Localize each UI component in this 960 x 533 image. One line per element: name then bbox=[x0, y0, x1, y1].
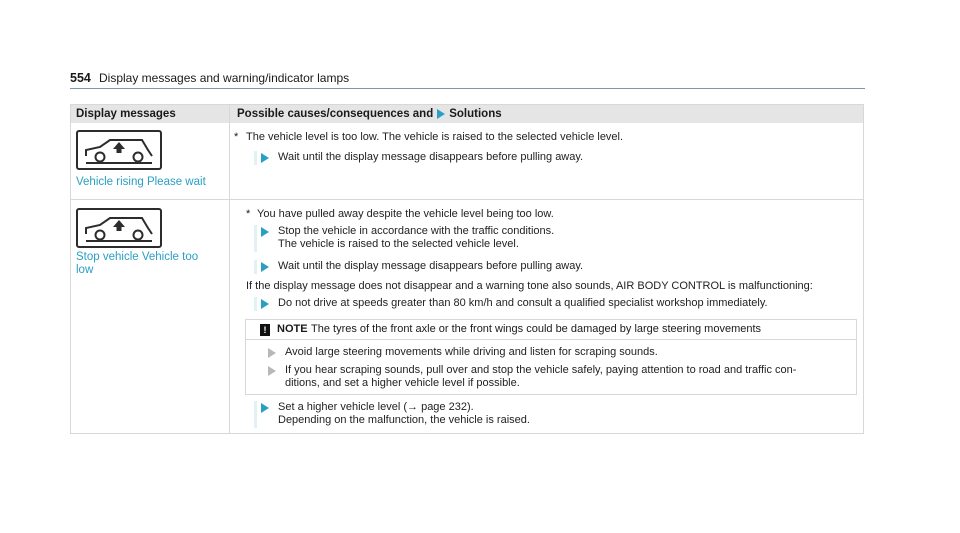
notice-line: ditions, and set a higher vehicle level if possible. bbox=[285, 377, 520, 389]
table-header bbox=[71, 105, 863, 123]
instruction-step bbox=[254, 401, 530, 428]
instruction-step bbox=[254, 225, 554, 252]
step-arrow-icon bbox=[268, 366, 276, 376]
step-text bbox=[278, 225, 554, 252]
step-line: Set a higher vehicle level (→ page 232). bbox=[278, 401, 474, 413]
column-header-causes: Possible causes/consequences and bbox=[237, 108, 434, 120]
notice-header bbox=[246, 320, 856, 340]
column-divider bbox=[229, 105, 230, 433]
notice-label: NOTE bbox=[277, 323, 308, 335]
step-arrow-icon bbox=[261, 227, 269, 237]
step-line: The vehicle is raised to the selected vehicle level. bbox=[278, 238, 519, 250]
row-divider bbox=[71, 199, 863, 200]
instruction-step bbox=[254, 297, 768, 311]
display-message-stop-vehicle bbox=[76, 251, 221, 277]
instruction-step bbox=[254, 260, 583, 274]
cause-text: The vehicle level is too low. The vehicle is raised to the selected vehicle level. bbox=[246, 131, 624, 143]
notice-item-text: Avoid large steering movements while driving and listen for scraping sounds. bbox=[285, 346, 658, 358]
step-text bbox=[278, 401, 530, 428]
column-header-solutions: Solutions bbox=[449, 108, 502, 120]
vehicle-level-raise-icon bbox=[76, 208, 162, 248]
step-text: Wait until the display message disappears before pulling away. bbox=[278, 260, 584, 272]
step-line: Stop the vehicle in accordance with the traffic conditions. bbox=[278, 225, 555, 237]
column-header-causes-solutions bbox=[237, 107, 502, 121]
footnote-star: * bbox=[234, 131, 239, 143]
step-marker-bar bbox=[254, 151, 257, 165]
step-line: Depending on the malfunction, the vehicle is raised. bbox=[278, 414, 530, 426]
cause-text: You have pulled away despite the vehicle level being too low. bbox=[257, 208, 554, 220]
notice-item bbox=[261, 364, 796, 391]
warning-icon: ! bbox=[260, 324, 270, 336]
notice-title: The tyres of the front axle or the front wings could be damaged by large steering movements bbox=[311, 323, 762, 335]
step-text: Do not drive at speeds greater than 80 km/h and consult a qualified specialist workshop immediately. bbox=[278, 297, 768, 309]
step-text: Wait until the display message disappears before pulling away. bbox=[278, 151, 584, 163]
label-line: Stop vehicle Vehicle too bbox=[76, 251, 199, 263]
notice-box bbox=[245, 319, 857, 395]
step-marker-bar bbox=[261, 346, 264, 360]
solution-arrow-icon bbox=[437, 109, 445, 119]
notice-item bbox=[261, 346, 658, 360]
step-arrow-icon bbox=[268, 348, 276, 358]
display-message-vehicle-rising: Vehicle rising Please wait bbox=[76, 176, 206, 188]
step-marker-bar bbox=[254, 260, 257, 274]
vehicle-level-raise-icon bbox=[76, 130, 162, 170]
page-number: 554 bbox=[70, 71, 91, 85]
step-marker-bar bbox=[254, 401, 257, 428]
page-header bbox=[70, 71, 865, 89]
step-arrow-icon bbox=[261, 299, 269, 309]
malfunction-intro: If the display message does not disappear and a warning tone also sounds, AIR BODY CONTROL is malfunctioning: bbox=[246, 280, 813, 292]
label-line: low bbox=[76, 264, 94, 276]
step-arrow-icon bbox=[261, 403, 269, 413]
notice-line: If you hear scraping sounds, pull over and stop the vehicle safely, paying attention to road and traffic con- bbox=[285, 364, 797, 376]
step-marker-bar bbox=[254, 297, 257, 311]
instruction-step bbox=[254, 151, 583, 165]
notice-item-text bbox=[285, 364, 796, 391]
step-marker-bar bbox=[261, 364, 264, 391]
step-marker-bar bbox=[254, 225, 257, 252]
footnote-star: * bbox=[246, 208, 251, 220]
step-arrow-icon bbox=[261, 262, 269, 272]
page-title: Display messages and warning/indicator lamps bbox=[99, 71, 350, 85]
column-header-display-messages: Display messages bbox=[76, 108, 176, 120]
step-arrow-icon bbox=[261, 153, 269, 163]
